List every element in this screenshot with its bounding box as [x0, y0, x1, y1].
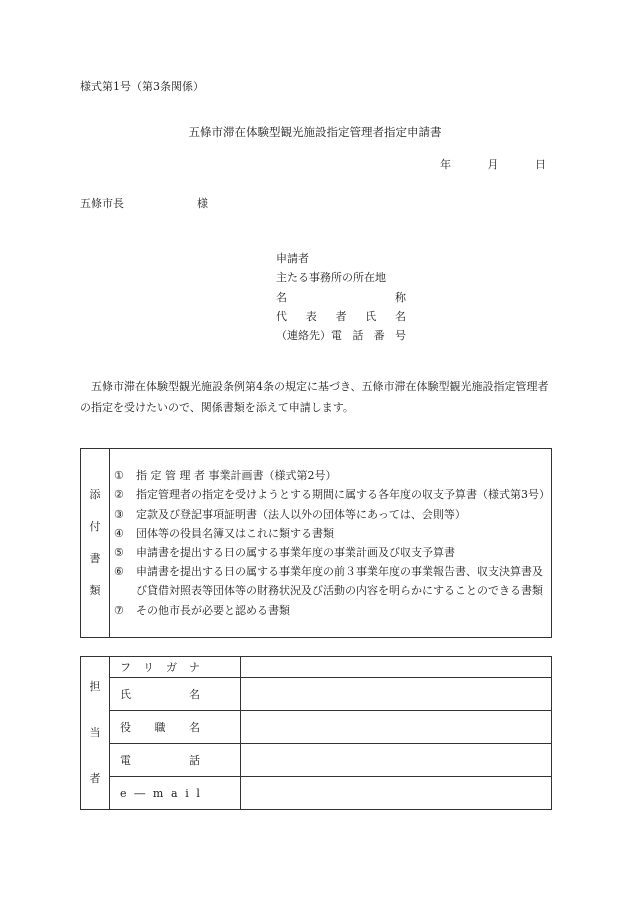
- applicant-address-label: [276, 268, 406, 287]
- email-label: [110, 777, 241, 810]
- date-month-label: 月: [487, 158, 499, 171]
- phone-label: [110, 744, 241, 777]
- item-number: ③: [114, 507, 124, 521]
- job-title-field[interactable]: [241, 711, 552, 744]
- table-row: [81, 777, 552, 810]
- name-label: [110, 678, 241, 711]
- contact-person-table: [80, 656, 552, 810]
- applicant-address-text: 主たる事務所の所在地: [276, 271, 386, 285]
- item-text: 指定管理者の指定を受けようとする期間に属する各年度の収支予算書（様式第3号）: [136, 488, 550, 502]
- label-char: m: [152, 786, 164, 800]
- item-number: ②: [114, 488, 124, 502]
- date-year-label: 年: [440, 158, 451, 171]
- applicant-block: [276, 249, 406, 345]
- label-char: i: [185, 786, 189, 800]
- name-field[interactable]: [241, 678, 552, 711]
- table-row: [81, 678, 552, 711]
- applicant-phone-label: [276, 326, 406, 345]
- label-char: 氏: [120, 688, 131, 701]
- label-char: 職: [154, 721, 166, 734]
- label-char: 称: [395, 290, 406, 304]
- item-text: 指 定 管 理 者 事業計画書（様式第2号）: [136, 469, 337, 483]
- label-char: 名: [189, 721, 200, 734]
- label-char: 氏: [365, 309, 377, 323]
- label-char: リ: [143, 661, 154, 674]
- label-char: フ: [120, 661, 131, 674]
- furigana-label: [110, 657, 241, 678]
- label-char: ―: [134, 786, 146, 800]
- table-row: [81, 744, 552, 777]
- label-char: 号: [394, 329, 406, 343]
- label-char: 番: [373, 329, 385, 343]
- form-label: 様式第1号（第3条関係）: [80, 80, 204, 93]
- label-char: （連絡先）電: [276, 329, 342, 343]
- label-char: 表: [305, 309, 317, 323]
- attachments-table: [80, 448, 552, 638]
- label-char: 代: [276, 309, 287, 323]
- date-day-label: 日: [535, 158, 546, 171]
- label-char: 役: [120, 721, 131, 734]
- heading-char: 書: [89, 552, 101, 565]
- addressee: [80, 195, 208, 211]
- item-text: 団体等の役員名簿又はこれに類する書類: [136, 526, 334, 540]
- item-number: ①: [114, 469, 124, 483]
- heading-char: 添: [89, 488, 101, 501]
- item-number: ⑦: [114, 603, 124, 617]
- list-item: [114, 543, 547, 562]
- addressee-honorific: 様: [197, 197, 208, 210]
- label-char: 話: [352, 329, 364, 343]
- item-text: 定款及び登記事項証明書（法人以外の団体等にあっては、会則等）: [136, 507, 466, 521]
- heading-char: 担: [89, 680, 101, 693]
- item-text: 申請書を提出する日の属する事業年度の前３事業年度の事業報告書、収支決算書及び貸借対照表等団体等の財務状況及び活動の内容を明らかにすることのできる書類: [136, 565, 543, 598]
- label-char: 電: [120, 754, 131, 767]
- attachments-list: [110, 449, 552, 638]
- list-item: [114, 466, 547, 485]
- label-char: 名: [189, 688, 200, 701]
- contact-heading: [81, 657, 110, 810]
- label-char: 話: [189, 754, 200, 767]
- label-char: ナ: [189, 661, 200, 674]
- list-item: [114, 562, 547, 600]
- applicant-name-label: [276, 288, 406, 307]
- heading-char: 付: [89, 520, 101, 533]
- label-char: ガ: [166, 661, 177, 674]
- item-number: ⑥: [114, 565, 124, 579]
- addressee-name: 五條市長: [80, 197, 124, 210]
- list-item: [114, 485, 550, 504]
- list-item: [114, 601, 547, 620]
- label-char: 名: [276, 290, 287, 304]
- date-line: [440, 156, 546, 172]
- item-text: 申請書を提出する日の属する事業年度の事業計画及び収支予算書: [136, 546, 455, 559]
- attachments-heading: [81, 449, 110, 638]
- job-title-label: [110, 711, 241, 744]
- item-number: ④: [114, 526, 124, 540]
- label-char: 者: [335, 309, 347, 323]
- heading-char: 者: [89, 772, 101, 785]
- document-title: 五條市滞在体験型観光施設指定管理者指定申請書: [188, 125, 442, 139]
- list-item: [114, 524, 547, 543]
- label-char: l: [196, 786, 200, 800]
- label-char: e: [120, 786, 127, 800]
- table-row: [81, 657, 552, 678]
- list-item: [114, 505, 547, 524]
- applicant-representative-label: [276, 307, 406, 326]
- item-text: その他市長が必要と認める書類: [136, 603, 290, 617]
- item-number: ⑤: [114, 546, 124, 559]
- furigana-field[interactable]: [241, 657, 552, 678]
- application-statement: 五條市滞在体験型観光施設条例第4条の規定に基づき、五條市滞在体験型観光施設指定管理者の指定を受けたいので、関係書類を添えて申請します。: [80, 380, 549, 414]
- table-row: [81, 711, 552, 744]
- label-char: a: [170, 786, 178, 800]
- label-char: 名: [395, 309, 406, 323]
- heading-char: 当: [89, 726, 101, 739]
- heading-char: 類: [89, 584, 101, 597]
- phone-field[interactable]: [241, 744, 552, 777]
- applicant-heading: 申請者: [276, 252, 309, 265]
- email-field[interactable]: [241, 777, 552, 810]
